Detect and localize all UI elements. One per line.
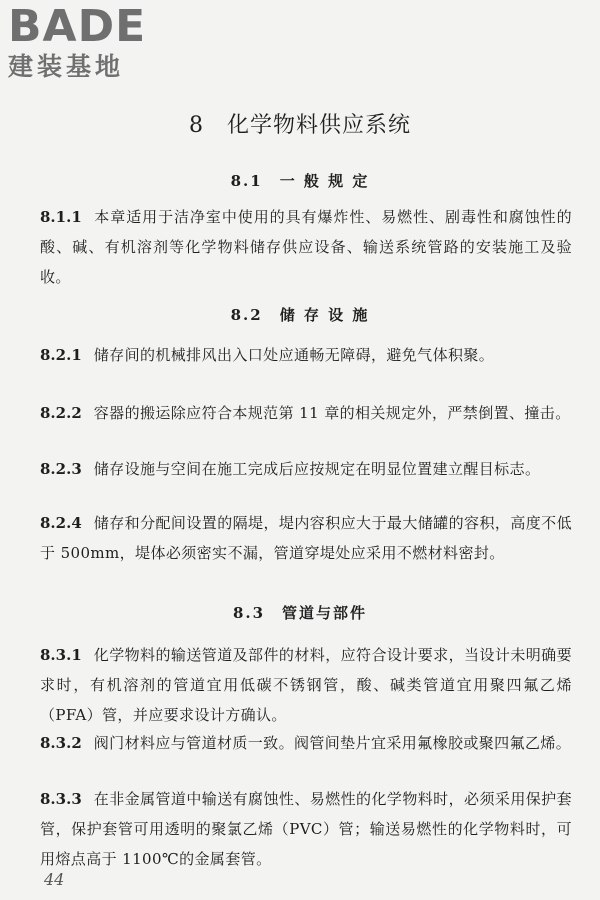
- clause-text: 储存设施与空间在施工完成后应按规定在明显位置建立醒目标志。: [93, 460, 541, 478]
- clause-number: 8.2.1: [40, 346, 82, 364]
- clause-text: 阀门材料应与管道材质一致。阀管间垫片宜采用氟橡胶或聚四氟乙烯。: [93, 734, 572, 752]
- section-title-8-1: 8.1 一 般 规 定: [230, 172, 370, 190]
- clause-text: 在非金属管道中输送有腐蚀性、易燃性的化学物料时，必须采用保护套管，保护套管可用透明的聚氯乙烯（PVC）管；输送易燃性的化学物料时，可用熔点高于 1100℃的金属套管。: [40, 790, 572, 868]
- logo-subtitle: 建装基地: [8, 52, 125, 81]
- clause-text: 储存和分配间设置的隔堤，堤内容积应大于最大储罐的容积，高度不低于 500mm，堤体必须密实不漏，管道穿堤处应采用不燃材料密封。: [40, 514, 572, 562]
- page-number: 44: [44, 870, 65, 889]
- chapter-title: 8 化学物料供应系统: [189, 113, 411, 138]
- clause-8-1-1: [40, 202, 572, 292]
- clause-number: 8.2.2: [40, 404, 82, 422]
- clause-number: 8.2.4: [40, 514, 82, 532]
- clause-number: 8.3.2: [40, 734, 82, 752]
- section-title-8-2: 8.2 储 存 设 施: [230, 306, 370, 324]
- clause-8-2-1: [40, 340, 572, 370]
- clause-text: 容器的搬运除应符合本规范第 11 章的相关规定外，严禁倒置、撞击。: [93, 404, 571, 422]
- clause-number: 8.1.1: [40, 208, 82, 226]
- clause-number: 8.3.3: [40, 790, 82, 808]
- clause-text: 化学物料的输送管道及部件的材料，应符合设计要求，当设计未明确要求时，有机溶剂的管道宜用低碳不锈钢管，酸、碱类管道宜用聚四氟乙烯（PFA）管，并应要求设计方确认。: [40, 646, 572, 724]
- clause-text: 储存间的机械排风出入口处应通畅无障碍，避免气体积聚。: [93, 346, 495, 364]
- clause-8-3-3: [40, 784, 572, 874]
- clause-8-2-3: [40, 454, 572, 484]
- clause-text: 本章适用于洁净室中使用的具有爆炸性、易燃性、剧毒性和腐蚀性的酸、碱、有机溶剂等化学物料储存供应设备、输送系统管路的安装施工及验收。: [40, 208, 572, 286]
- clause-8-3-1: [40, 640, 572, 730]
- clause-8-2-4: [40, 508, 572, 568]
- clause-8-3-2: [40, 728, 572, 758]
- clause-8-2-2: [40, 398, 572, 428]
- logo: [8, 1, 147, 82]
- section-title-8-3: 8.3 管道与部件: [232, 604, 368, 622]
- logo-wordmark: BADE: [8, 1, 147, 52]
- clause-number: 8.2.3: [40, 460, 82, 478]
- clause-number: 8.3.1: [40, 646, 82, 664]
